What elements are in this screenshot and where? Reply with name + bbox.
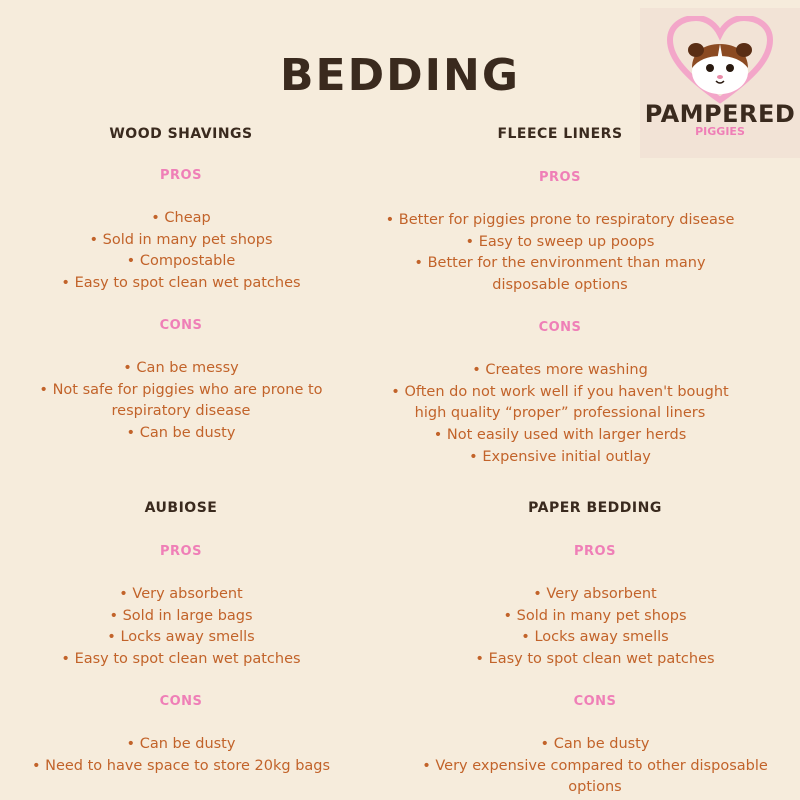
section-fleece-liners bbox=[380, 124, 740, 474]
pros-label: PROS bbox=[539, 170, 581, 185]
cons-label: CONS bbox=[573, 694, 617, 709]
pros-label: PROS bbox=[574, 544, 616, 559]
pros-list bbox=[0, 584, 362, 671]
list-item: • Very absorbent bbox=[533, 586, 657, 602]
list-item: • Expensive initial outlay bbox=[469, 448, 651, 465]
list-item: • Can be dusty bbox=[540, 736, 650, 752]
section-heading: WOOD SHAVINGS bbox=[109, 126, 253, 142]
section-heading: PAPER BEDDING bbox=[528, 500, 662, 516]
list-item: • Need to have space to store 20kg bags bbox=[31, 757, 331, 774]
cons-label: CONS bbox=[159, 318, 203, 333]
section-paper-bedding bbox=[395, 500, 795, 796]
guinea-pig-heart-icon bbox=[666, 16, 774, 104]
pros-list bbox=[395, 584, 795, 671]
pros-list bbox=[380, 210, 740, 297]
list-item: • Easy to sweep up poops bbox=[465, 233, 655, 250]
list-item: • Can be dusty bbox=[126, 736, 236, 752]
list-item: • Sold in large bags bbox=[109, 607, 253, 624]
cons-label: CONS bbox=[159, 694, 203, 709]
list-item: • Sold in many pet shops bbox=[503, 607, 687, 624]
list-item: • Locks away smells bbox=[521, 629, 669, 646]
list-item: • Cheap bbox=[151, 210, 211, 226]
pros-label: PROS bbox=[160, 544, 202, 559]
list-item: • Better for piggies prone to respiratory disease bbox=[385, 212, 735, 228]
section-aubiose bbox=[0, 500, 362, 790]
logo-wordmark: PAMPERED bbox=[644, 100, 796, 128]
list-item: • Sold in many pet shops bbox=[89, 231, 273, 248]
list-item: • Creates more washing bbox=[472, 362, 648, 378]
section-wood-shavings bbox=[0, 124, 362, 454]
page-title: BEDDING bbox=[280, 50, 520, 101]
list-item: • Easy to spot clean wet patches bbox=[61, 275, 301, 292]
list-item: • Compostable bbox=[126, 253, 236, 270]
pros-list bbox=[0, 208, 362, 295]
list-item: • Very absorbent bbox=[119, 586, 243, 602]
list-item: • Locks away smells bbox=[107, 629, 255, 646]
list-item: • Not easily used with larger herds bbox=[433, 427, 687, 444]
list-item: • Better for the environment than many disposable options bbox=[414, 255, 706, 294]
section-heading: FLEECE LINERS bbox=[497, 126, 623, 142]
logo-subtitle: PIGGIES bbox=[695, 125, 745, 138]
list-item: • Can be dusty bbox=[126, 425, 236, 442]
list-item: • Easy to spot clean wet patches bbox=[475, 651, 715, 668]
pros-label: PROS bbox=[160, 168, 202, 183]
list-item: • Can be messy bbox=[123, 360, 239, 376]
cons-list bbox=[0, 358, 362, 445]
list-item: • Easy to spot clean wet patches bbox=[61, 651, 301, 668]
list-item: • Not safe for piggies who are prone to respiratory disease bbox=[39, 381, 323, 420]
list-item: • Often do not work well if you haven't bought high quality “proper” professional liners bbox=[391, 383, 729, 422]
list-item: • Very expensive compared to other disposable options bbox=[422, 757, 768, 796]
cons-label: CONS bbox=[538, 320, 582, 335]
cons-list bbox=[380, 360, 740, 469]
cons-list bbox=[0, 734, 362, 777]
section-heading: AUBIOSE bbox=[144, 500, 218, 516]
cons-list bbox=[395, 734, 795, 799]
